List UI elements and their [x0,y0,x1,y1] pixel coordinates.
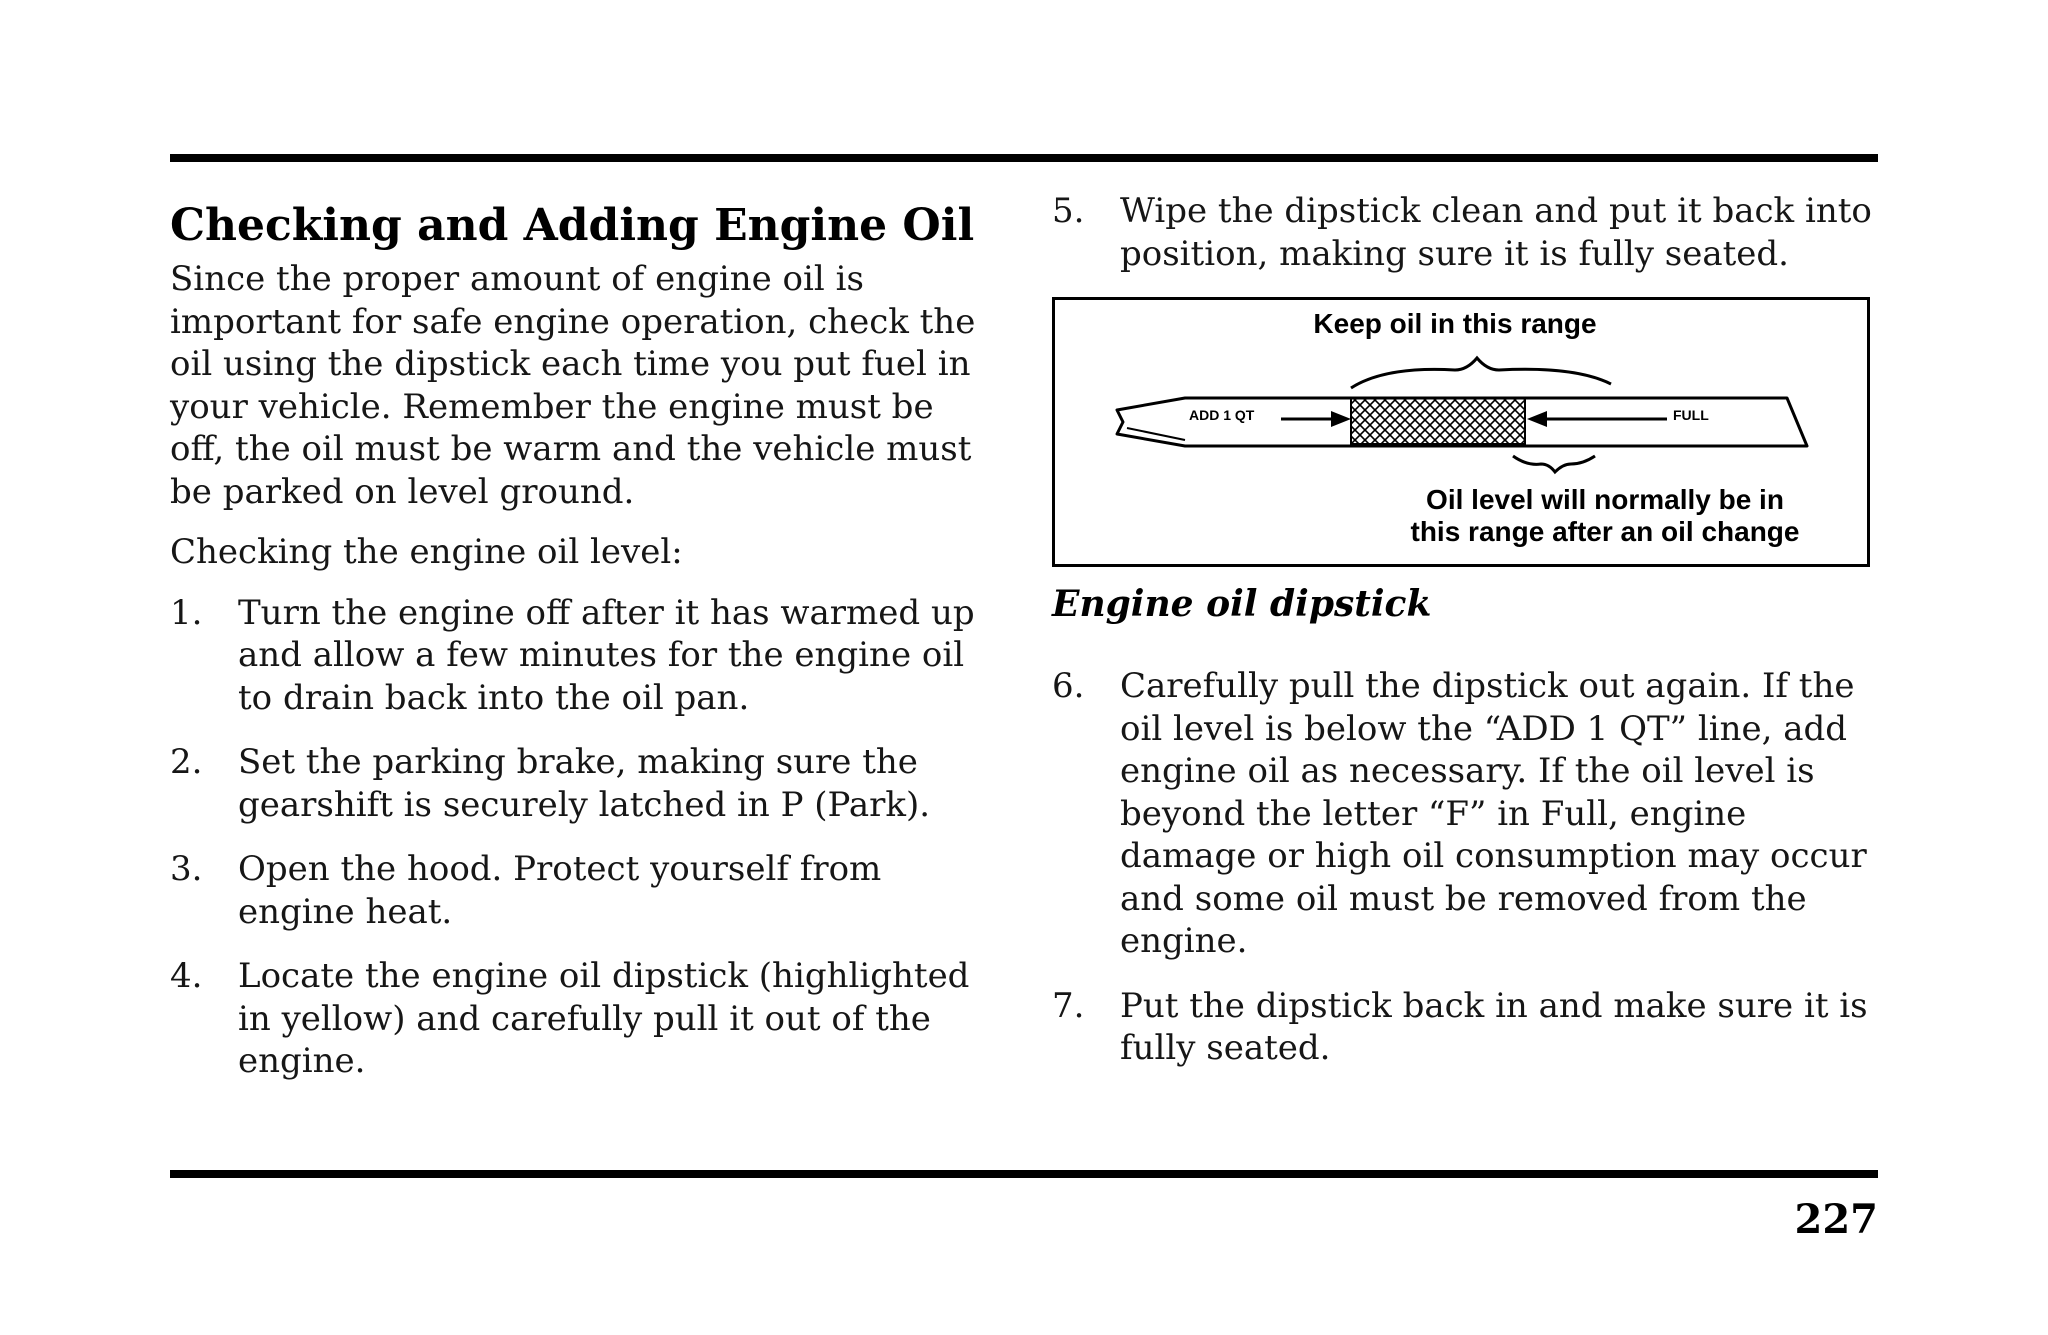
list-item [1052,665,1878,963]
top-brace [1351,358,1611,388]
step-text: Wipe the dipstick clean and put it back into position, making sure it is fully seated. [1120,191,1872,274]
left-column [170,190,998,1105]
step-text: Set the parking brake, making sure the gearshift is securely latched in P (Park). [238,742,931,825]
page-number: 227 [1794,1196,1878,1243]
step-number: 1. [170,592,203,633]
section-heading: Checking and Adding Engine Oil [170,200,975,251]
bottom-rule [170,1170,1878,1178]
normal-range-line-1: Oil level will normally be in [1426,484,1784,515]
step-number: 7. [1052,985,1085,1026]
top-rule [170,154,1878,162]
step-text: Carefully pull the dipstick out again. If the oil level is below the “ADD 1 QT” line, add engine oil as necessary. If the oil level is beyond the letter “F” in Full, engine damage or high oil consumption may occur and some oil must be removed from the engine. [1120,666,1867,961]
step-text: Turn the engine off after it has warmed up and allow a few minutes for the engine oil to drain back into the oil pan. [238,592,975,718]
normal-range-label [1355,484,1855,548]
steps-list-left [170,592,998,1083]
step-number: 2. [170,742,203,782]
right-column [1052,190,1878,1092]
list-item [170,955,998,1083]
steps-list-step5 [1052,190,1878,275]
normal-range-line-2: this range after an oil change [1410,516,1800,547]
keep-range-label: Keep oil in this range [1313,308,1597,339]
step-number: 5. [1052,191,1085,231]
list-item [170,848,998,933]
step-number: 3. [170,849,203,889]
full-label: FULL [1673,407,1709,423]
steps-list-right [1052,665,1878,1070]
bottom-brace [1513,456,1595,472]
safe-range-hatch [1351,398,1525,444]
list-item [170,592,998,720]
add-1-qt-label: ADD 1 QT [1189,407,1255,423]
step-number: 4. [170,956,203,996]
step-number: 6. [1052,666,1085,706]
list-item [1052,190,1878,275]
intro-paragraph: Since the proper amount of engine oil is important for safe engine operation, check the oil using the dipstick each time you put fuel in your vehicle. Remember the engine must be off, the oil must be warm and the vehicle must be parked on level ground. [170,259,976,512]
dipstick-figure [1052,297,1870,567]
subheading: Checking the engine oil level: [170,532,683,572]
step-text: Open the hood. Protect yourself from engine heat. [238,849,882,932]
list-item [170,741,998,826]
step-text: Locate the engine oil dipstick (highlighted in yellow) and carefully pull it out of the engine. [238,956,970,1081]
list-item [1052,985,1878,1070]
figure-caption: Engine oil dipstick [1052,583,1432,625]
step-text: Put the dipstick back in and make sure it is fully seated. [1120,985,1868,1068]
